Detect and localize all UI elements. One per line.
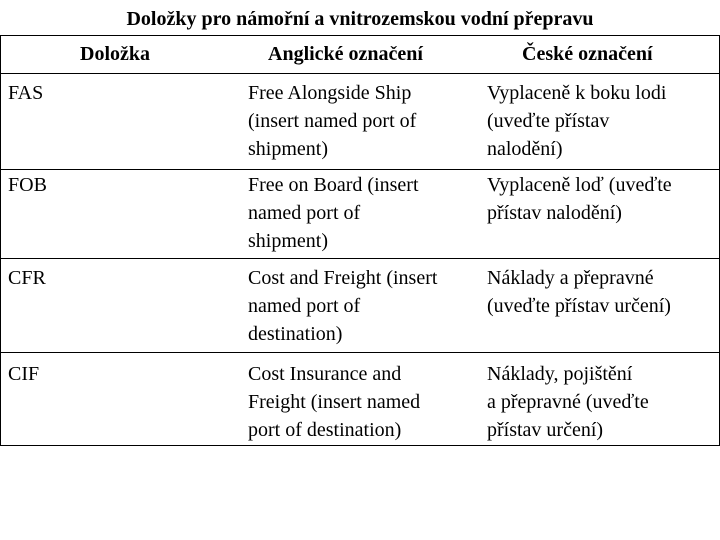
row-cfr-czech: Náklady a přepravné (uveďte přístav určení) [487, 267, 671, 317]
row-fob-code: FOB [8, 174, 47, 196]
header-clause: Doložka [80, 43, 150, 65]
row-fas-code: FAS [8, 82, 44, 104]
rule-top [0, 35, 720, 36]
row-cif-english: Cost Insurance and Freight (insert named port of destination) [248, 363, 421, 441]
header-english: Anglické označení [268, 43, 423, 65]
rule-bottom [0, 445, 720, 446]
row-cfr-code: CFR [8, 267, 46, 289]
row-fas-czech: Vyplaceně k boku lodi (uveďte přístav nalodění) [487, 82, 667, 160]
row-fob-english: Free on Board (insert named port of shipment) [248, 174, 419, 252]
rule-row-3 [0, 352, 720, 353]
row-fas-english: Free Alongside Ship (insert named port of shipment) [248, 82, 417, 160]
row-fob-czech: Vyplaceně loď (uveďte přístav nalodění) [487, 174, 672, 224]
rule-row-2 [0, 258, 720, 259]
rule-header [0, 73, 720, 74]
rule-row-1 [0, 169, 720, 170]
row-cif-code: CIF [8, 363, 40, 385]
border-left [0, 35, 1, 446]
header-czech: České označení [522, 43, 653, 65]
row-cfr-english: Cost and Freight (insert named port of destination) [248, 267, 438, 345]
row-cif-czech: Náklady, pojištění a přepravné (uveďte přístav určení) [487, 363, 649, 441]
table-title: Doložky pro námořní a vnitrozemskou vodní přepravu [126, 8, 594, 30]
